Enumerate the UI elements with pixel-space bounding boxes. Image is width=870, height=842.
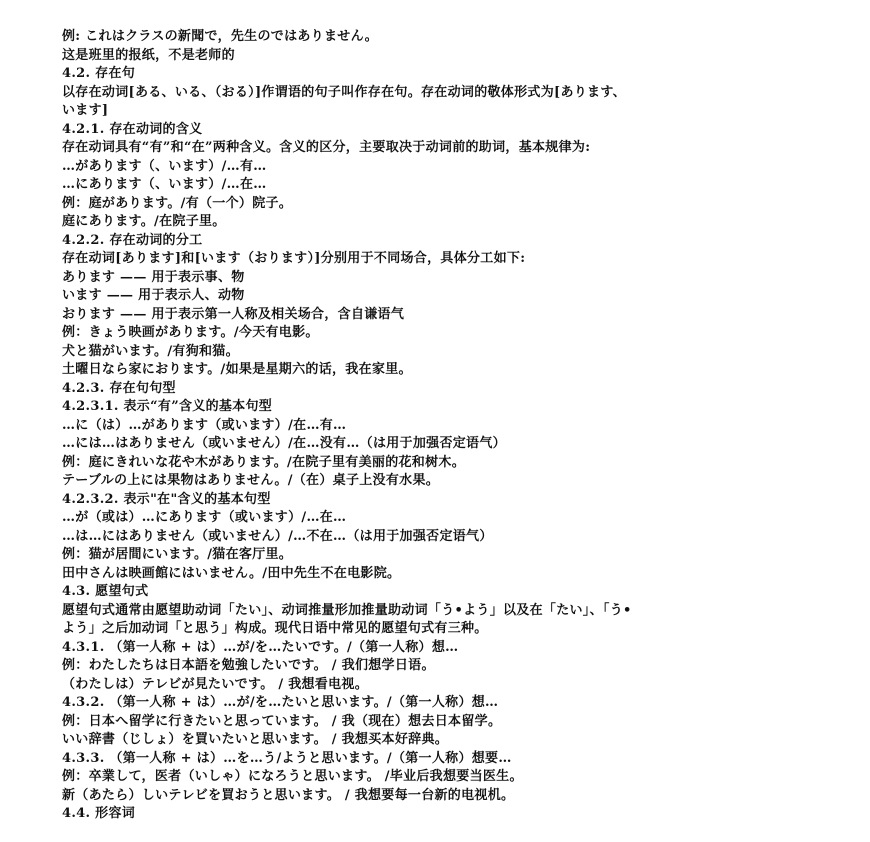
section-heading-4-2-2: 4.2.2. 存在动词的分工 (62, 232, 203, 248)
example-sentence: 庭にあります。/在院子里。 (62, 214, 226, 229)
section-heading-4-4: 4.4. 形容词 (62, 806, 136, 821)
pattern-line: …には…はありません（或いません）/在…没有…（は用于加强否定语气） (62, 436, 506, 451)
section-heading-4-2-1: 4.2.1. 存在动词的含义 (62, 121, 203, 137)
document-page (62, 28, 852, 824)
pattern-line: …が（或は）…にあります（或います）/…在… (62, 510, 347, 525)
example-sentence: 例：わたしたちは日本語を勉強したいです。 / 我们想学日语。 (62, 658, 435, 673)
section-heading-4-2: 4.2. 存在句 (62, 66, 136, 81)
example-sentence: 新（あたら）しいテレビを買おうと思います。 / 我想要每一台新的电视机。 (62, 787, 515, 803)
example-sentence: 例：日本へ留学に行きたいと思っています。 / 我（现在）想去日本留学。 (62, 713, 502, 729)
example-sentence: 土曜日なら家におります。/如果是星期六的话，我在家里。 (62, 362, 412, 377)
section-heading-4-3-1: 4.3.1. （第一人称 + は）…が/を…たいです。/（第一人称）想… (62, 639, 459, 655)
usage-line: あります —— 用于表示事、物 (62, 269, 245, 285)
section-heading-4-3-3: 4.3.3. （第一人称 + は）…を…う/ようと思います。/（第一人称）想要… (62, 750, 512, 766)
section-heading-4-2-3-1: 4.2.3.1. 表示“有”含义的基本句型 (62, 399, 273, 414)
example-sentence: 例：庭があります。/有（一个）院子。 (62, 195, 293, 211)
example-sentence: 例: これはクラスの新聞で，先生のではありません。 (62, 29, 378, 44)
example-sentence: 例：猫が居間にいます。/猫在客厅里。 (62, 547, 293, 562)
example-sentence: 例：きょう映画があります。/今天有电影。 (62, 325, 319, 340)
example-sentence: 犬と猫がいます。/有狗和猫。 (62, 343, 239, 359)
body-text: 存在动词[あります]和[います（おります）]分别用于不同场合，具体分工如下: (62, 251, 526, 266)
section-heading-4-3-2: 4.3.2. （第一人称 + は）…が/を…たいと思います。/（第一人称）想… (62, 695, 499, 710)
pattern-line: …にあります（、います）/…在… (62, 177, 267, 192)
example-sentence: 田中さんは映画館にはいません。/田中先生不在电影院。 (62, 565, 401, 581)
pattern-line: …があります（、います）/…有… (62, 158, 267, 174)
pattern-line: …に（は）…があります（或います）/在…有… (62, 417, 347, 433)
example-sentence: （わたしは）テレビが見たいです。 / 我想看电视。 (62, 676, 368, 692)
example-sentence: 例：庭にきれいな花や木があります。/在院子里有美丽的花和树木。 (62, 454, 466, 470)
section-heading-4-3: 4.3. 愿望句式 (62, 584, 149, 599)
example-sentence: いい辞書（じしょ）を買いたいと思います。 / 我想买本好辞典。 (62, 732, 449, 747)
body-text: 愿望句式通常由愿望助动词「たい」、动词推量形加推量助动词「う•よう」以及在「たい」、「う• (62, 602, 632, 618)
body-text-continued: よう」之后加动词「と思う」构成。现代日语中常见的愿望句式有三种。 (62, 621, 488, 636)
example-sentence: テーブルの上には果物はありません。/（在）桌子上没有水果。 (62, 473, 440, 488)
usage-line: います —— 用于表示人、动物 (62, 288, 245, 303)
body-text: 存在动词具有“有”和“在”两种含义。含义的区分，主要取决于动词前的助词，基本规律为: (62, 140, 591, 155)
section-heading-4-2-3: 4.2.3. 存在句句型 (62, 380, 176, 396)
example-sentence: 例：卒業して，医者（いしゃ）になろうと思います。 /毕业后我想要当医生。 (62, 769, 523, 784)
usage-line: おります —— 用于表示第一人称及相关场合，含自谦语气 (62, 306, 405, 322)
translation-line: 这是班里的报纸，不是老师的 (62, 47, 235, 63)
section-heading-4-2-3-2: 4.2.3.2. 表示"在"含义的基本句型 (62, 491, 271, 507)
body-text: 以存在动词[ある、いる、（おる）]作谓语的句子叫作存在句。存在动词的敬体形式为[あります、 (62, 84, 626, 100)
pattern-line: …は…にはありません（或いません）/…不在…（は用于加强否定语气） (62, 528, 493, 544)
body-text-continued: います] (62, 103, 109, 118)
